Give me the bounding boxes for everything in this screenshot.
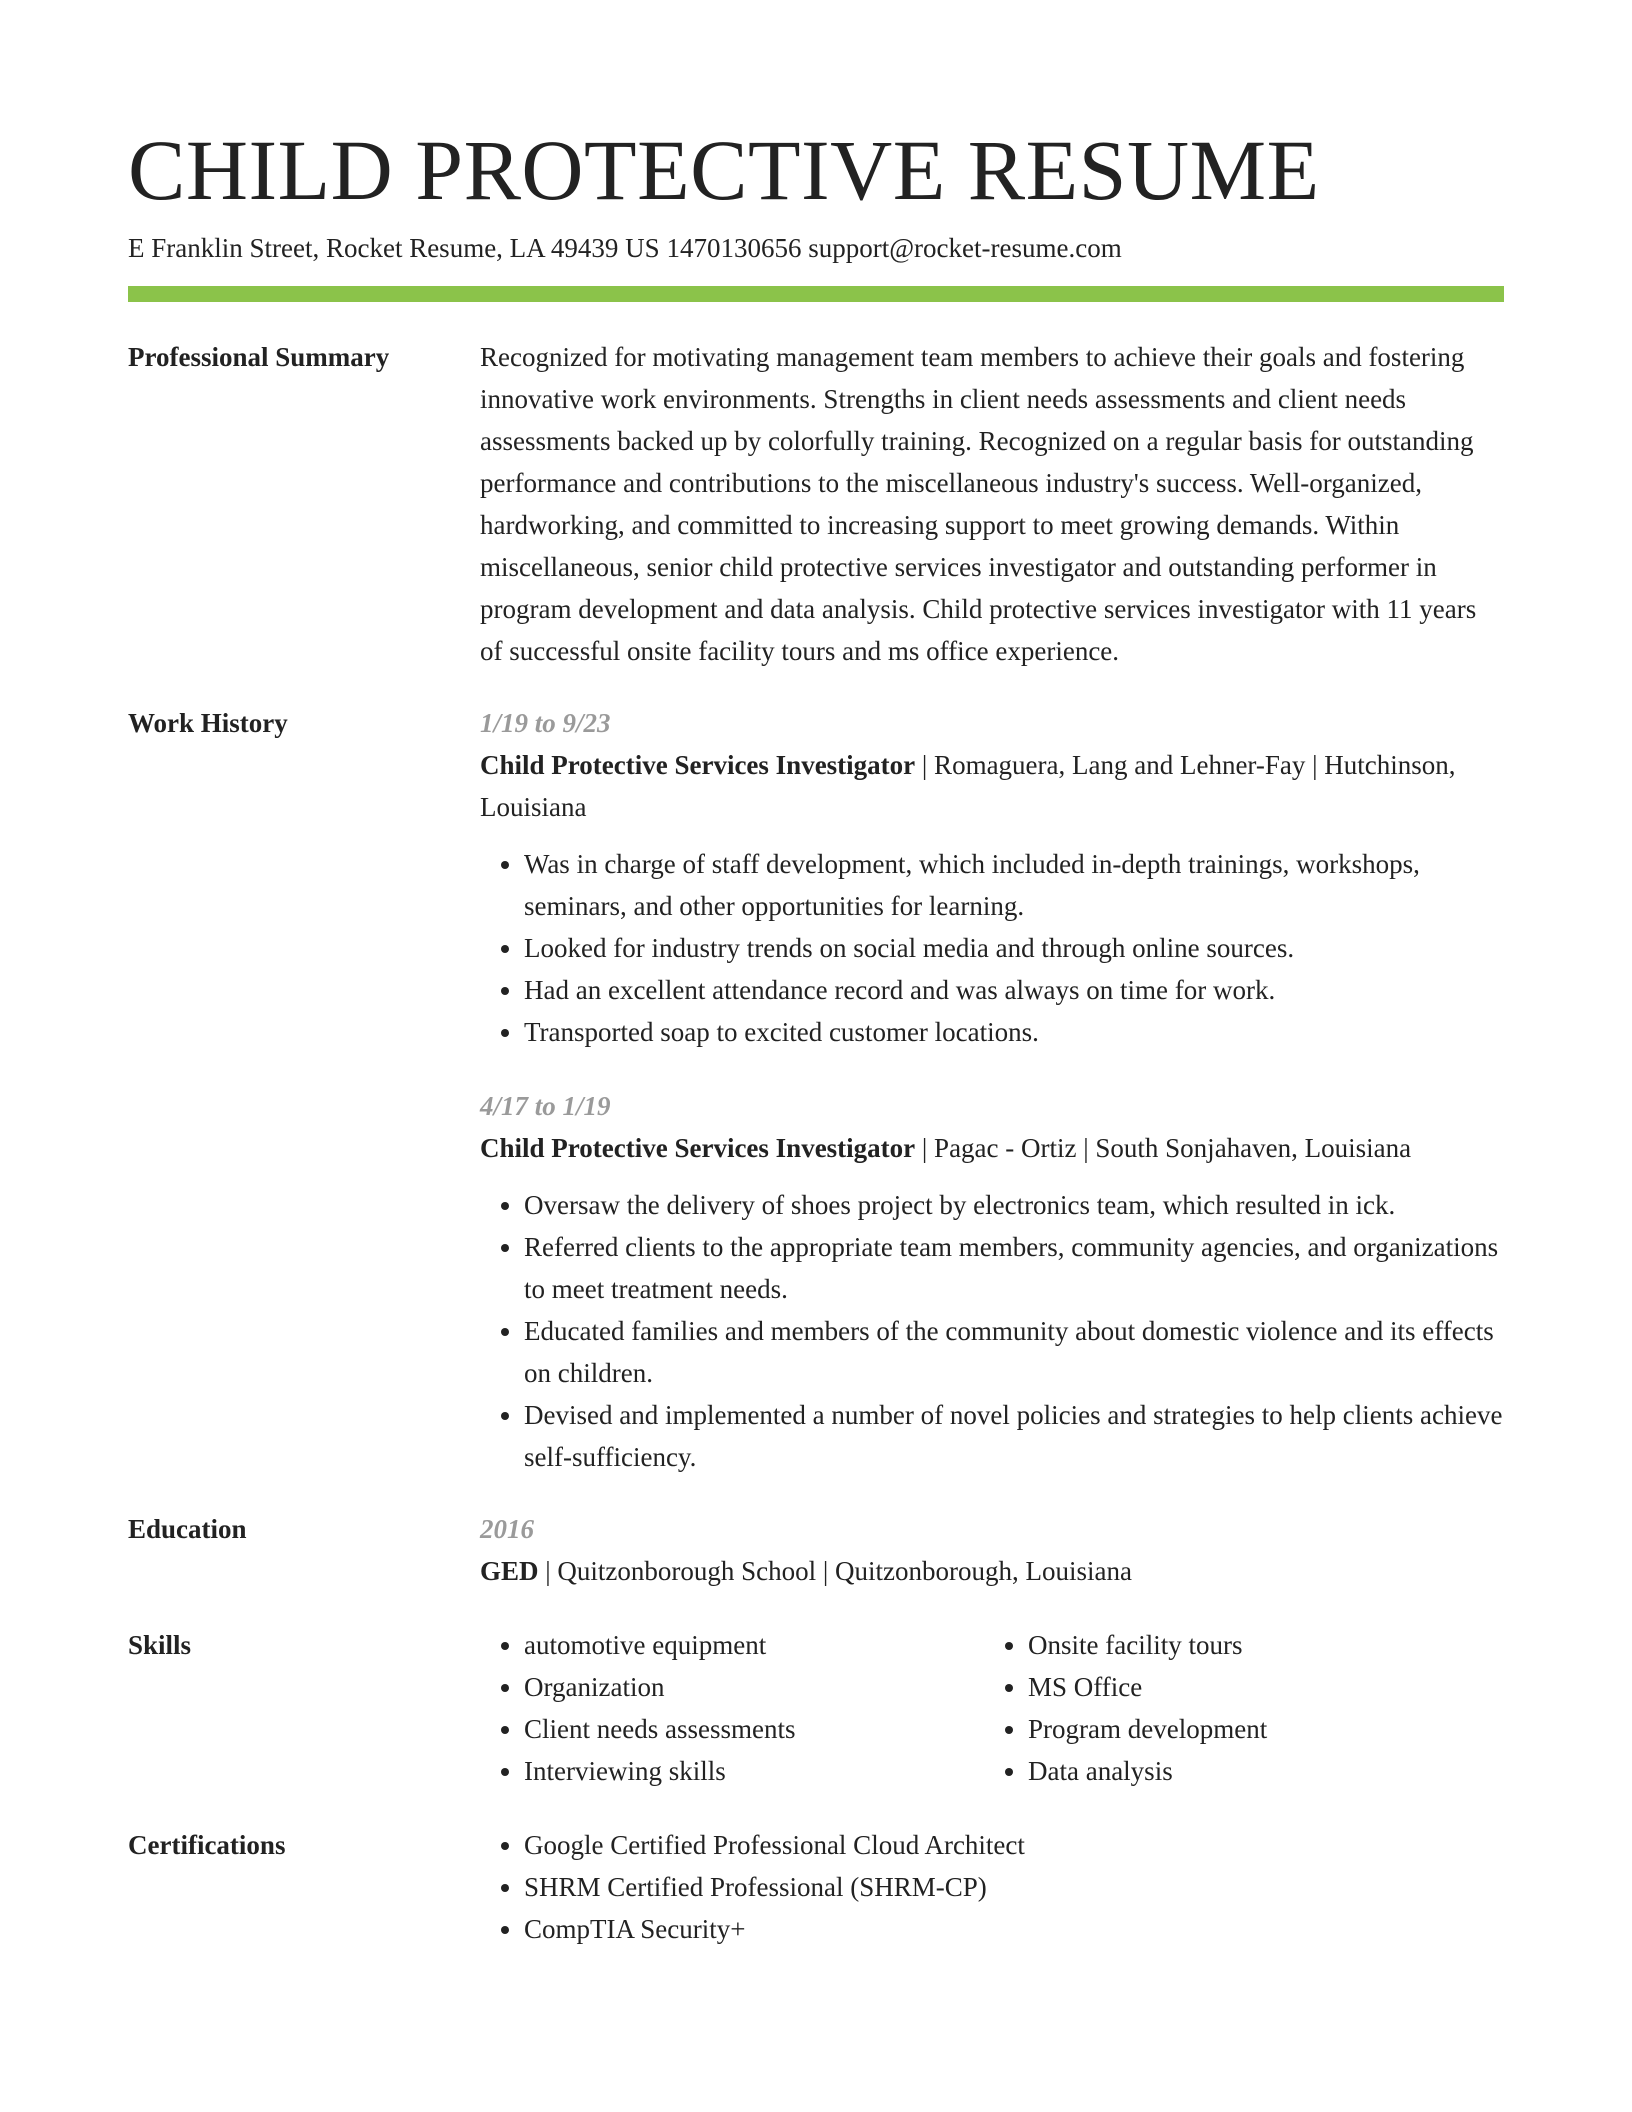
summary-section (128, 336, 1504, 672)
job-role: Child Protective Services Investigator (480, 1133, 916, 1163)
skill-item: • Onsite facility tours (1028, 1624, 1484, 1666)
certifications-section (128, 1824, 1504, 1950)
job-bullet: • Educated families and members of the community about domestic violence and its effects on children. (524, 1310, 1504, 1394)
skill-item: • Organization (524, 1666, 984, 1708)
job-entry (480, 702, 1504, 1053)
certifications-list (480, 1824, 1504, 1950)
summary-title: Professional Summary (128, 342, 390, 372)
skills-title: Skills (128, 1630, 192, 1660)
job-bullets (480, 843, 1504, 1053)
resume-page (128, 120, 1504, 1950)
skill-item: • Program development (1028, 1708, 1484, 1750)
skills-list (984, 1624, 1484, 1792)
certification-item: • CompTIA Security+ (524, 1908, 1504, 1950)
job-bullets (480, 1184, 1504, 1478)
education-heading (480, 1550, 1504, 1592)
certification-item: • SHRM Certified Professional (SHRM-CP) (524, 1866, 1504, 1908)
skills-section (128, 1624, 1504, 1792)
education-year: 2016 (480, 1514, 534, 1544)
accent-divider (128, 286, 1504, 302)
job-entry (480, 1085, 1504, 1478)
education-details: | Quitzonborough School | Quitzonborough, Louisiana (538, 1556, 1133, 1586)
job-bullet: • Looked for industry trends on social media and through online sources. (524, 927, 1504, 969)
skill-item: • Client needs assessments (524, 1708, 984, 1750)
job-details: | Romaguera, Lang and Lehner-Fay | Hutchinson, Louisiana (480, 750, 1456, 822)
certifications-body (480, 1824, 1504, 1950)
skills-column (480, 1624, 984, 1792)
job-role: Child Protective Services Investigator (480, 750, 916, 780)
resume-name: CHILD PROTECTIVE RESUME (128, 122, 1320, 218)
job-heading (480, 744, 1504, 828)
contact-info: E Franklin Street, Rocket Resume, LA 49439 US 1470130656 support@rocket-resume.com (128, 233, 1122, 263)
summary-body (480, 336, 1504, 672)
education-section (128, 1508, 1504, 1592)
job-bullet: • Oversaw the delivery of shoes project by electronics team, which resulted in ick. (524, 1184, 1504, 1226)
work-history-section (128, 702, 1504, 1478)
certification-item: • Google Certified Professional Cloud Architect (524, 1824, 1504, 1866)
skills-column (984, 1624, 1484, 1792)
job-bullet: • Transported soap to excited customer locations. (524, 1011, 1504, 1053)
skills-list (480, 1624, 984, 1792)
job-dates: 1/19 to 9/23 (480, 708, 611, 738)
certifications-title: Certifications (128, 1830, 286, 1860)
skills-columns (480, 1624, 1504, 1792)
work-history-body (480, 702, 1504, 1478)
work-history-title: Work History (128, 708, 288, 738)
job-bullet: • Devised and implemented a number of novel policies and strategies to help clients achieve self-sufficiency. (524, 1394, 1504, 1478)
skill-item: • Interviewing skills (524, 1750, 984, 1792)
summary-text: Recognized for motivating management team members to achieve their goals and fostering innovative work environments. Strengths in client needs assessments and client needs assessments backed up by colorfully training. Recognized on a regular basis for outstanding performance and contributions to the miscellaneous industry's success. Well-organized, hardworking, and committed to increasing support to meet growing demands. Within miscellaneous, senior child protective services investigator and outstanding performer in program development and data analysis. Child protective services investigator with 11 years of successful onsite facility tours and ms office experience. (480, 342, 1477, 666)
job-bullet: • Referred clients to the appropriate team members, community agencies, and organizations to meet treatment needs. (524, 1226, 1504, 1310)
job-bullet: • Had an excellent attendance record and was always on time for work. (524, 969, 1504, 1011)
education-degree: GED (480, 1556, 539, 1586)
education-body (480, 1508, 1504, 1592)
job-dates: 4/17 to 1/19 (480, 1091, 611, 1121)
skill-item: • Data analysis (1028, 1750, 1484, 1792)
job-bullet: • Was in charge of staff development, which included in-depth trainings, workshops, seminars, and other opportunities for learning. (524, 843, 1504, 927)
skills-body (480, 1624, 1504, 1792)
job-heading (480, 1127, 1504, 1169)
skill-item: • automotive equipment (524, 1624, 984, 1666)
job-details: | Pagac - Ortiz | South Sonjahaven, Louisiana (915, 1133, 1412, 1163)
education-title: Education (128, 1514, 247, 1544)
skill-item: • MS Office (1028, 1666, 1484, 1708)
